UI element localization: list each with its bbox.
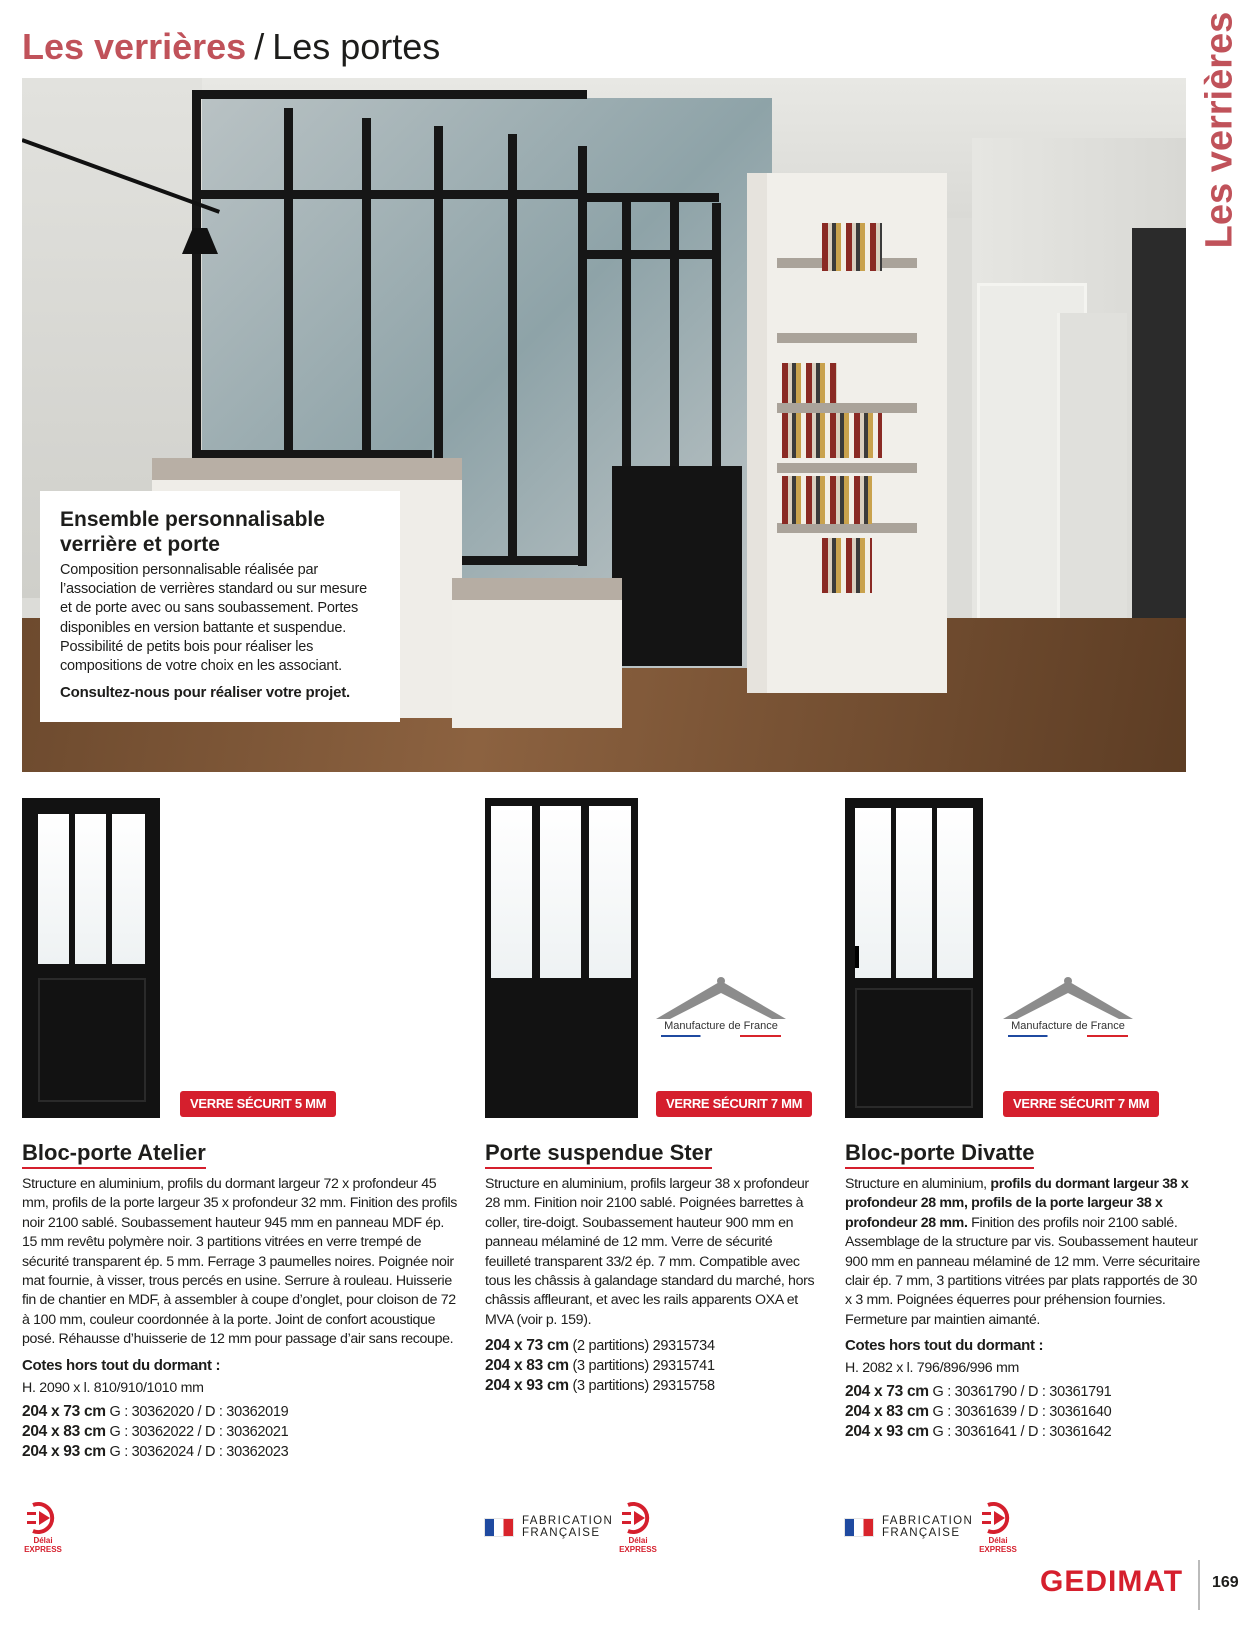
reference-row (485, 1376, 815, 1396)
ref-size: 204 x 83 cm (22, 1422, 106, 1440)
ref-codes: G : 30362022 / D : 30362021 (109, 1423, 289, 1440)
express-delivery-icon (980, 1500, 1016, 1536)
reference-row (845, 1422, 1200, 1442)
photo-frame-post (622, 198, 631, 468)
section-side-tab (1195, 10, 1245, 250)
reference-row (485, 1356, 815, 1376)
door-handle (855, 946, 859, 968)
page-number: 169 (1212, 1574, 1239, 1591)
desc-part: Structure en aluminium, (845, 1176, 991, 1192)
reference-row (845, 1402, 1200, 1422)
badge-verre-securit: VERRE SÉCURIT 7 MM (656, 1091, 812, 1117)
ref-size: 204 x 93 cm (22, 1442, 106, 1460)
reference-row (22, 1402, 462, 1422)
fabrication-francaise-badge (844, 1512, 974, 1542)
manufacture-label: Manufacture de France (1011, 1020, 1125, 1032)
door-glass-pane (38, 814, 69, 964)
reference-row (22, 1422, 462, 1442)
ref-size: 204 x 83 cm (845, 1403, 929, 1421)
fabrication-line1: FABRICATION (882, 1515, 974, 1527)
reference-row (22, 1442, 462, 1462)
hero-box-text: Composition personnalisable réalisée par l’association de verrières standard ou sur mesure et de porte avec ou sans soubassement. Portes disponibles en version battante et suspendue. Possibilité de petits bois pour réaliser les compositions de votre choix en les associant. (60, 562, 367, 675)
tricolour-line (1008, 1035, 1128, 1037)
door-glass-pane (855, 808, 891, 978)
photo-books (822, 223, 882, 271)
product-ster (485, 1140, 815, 1396)
product-dims-heading: Cotes hors tout du dormant : (845, 1337, 1044, 1355)
photo-frame-rail (192, 90, 587, 99)
photo-shelf (777, 463, 917, 473)
express-line1: Délai (988, 1536, 1008, 1545)
page-title (22, 26, 440, 68)
product-description (845, 1175, 1200, 1330)
badge-verre-securit: VERRE SÉCURIT 5 MM (180, 1091, 336, 1117)
door-ster-image (485, 798, 638, 1118)
desc-part-bold: profils du dormant largeur 38 x profondeur 28 mm, profils de la porte largeur 38 x profondeur 28 mm. (845, 1176, 1189, 1231)
fabrication-line2: FRANÇAISE (882, 1527, 961, 1539)
express-delivery-icon (620, 1500, 656, 1536)
product-references (485, 1336, 815, 1396)
product-description: Structure en aluminium, profils largeur 38 x profondeur 28 mm. Finition noir 2100 sablé. Poignées barrettes à coller, tire-doigt. Soubassement hauteur 900 mm en panneau mélaminé de 12 mm. Verre de sécurité feuilleté transparent 33/2 ép. 7 mm. Compatible avec tous les châssis à galandage standard du marché, hors châssis affleurant, et avec les rails apparents OXA et MVA (voir p. 159). (485, 1176, 815, 1328)
hero-box-title: Ensemble personnalisable verrière et porte (60, 508, 325, 556)
ref-codes: G : 30361641 / D : 30361642 (932, 1424, 1112, 1441)
title-separator: / (254, 26, 265, 67)
product-dimensions: H. 2090 x l. 810/910/1010 mm (22, 1379, 204, 1396)
side-tab-label: Les verrières (1198, 11, 1241, 249)
photo-frame-rail (192, 190, 587, 199)
door-glass-pane (937, 808, 973, 978)
manufacture-chevron-icon (1003, 975, 1133, 1020)
ref-size: 204 x 83 cm (485, 1357, 569, 1375)
photo-inner-door (1057, 313, 1127, 633)
photo-frame-post (284, 108, 293, 458)
ref-codes: (3 partitions) 29315741 (572, 1358, 715, 1375)
product-title: Bloc-porte Divatte (845, 1140, 1034, 1169)
express-line2: EXPRESS (619, 1545, 657, 1554)
photo-shelf (777, 403, 917, 413)
door-glass-pane (491, 806, 532, 978)
door-glass-pane (75, 814, 106, 964)
express-line2: EXPRESS (24, 1545, 62, 1554)
photo-books (782, 476, 872, 524)
ref-size: 204 x 73 cm (845, 1383, 929, 1401)
ref-codes: G : 30361790 / D : 30361791 (932, 1384, 1112, 1401)
express-line2: EXPRESS (979, 1545, 1017, 1554)
product-divatte (845, 1140, 1200, 1442)
door-glass-pane (896, 808, 932, 978)
photo-door-base-panel (612, 466, 742, 666)
express-line1: Délai (628, 1536, 648, 1545)
ref-codes: (2 partitions) 29315734 (572, 1338, 715, 1355)
door-base-panel (855, 988, 973, 1108)
photo-books (822, 538, 872, 593)
reference-row (485, 1336, 815, 1356)
photo-books (782, 363, 837, 403)
product-dimensions: H. 2082 x l. 796/896/996 mm (845, 1360, 1020, 1377)
product-atelier (22, 1140, 462, 1462)
delai-express-badge (23, 1500, 63, 1556)
door-base-panel (38, 978, 146, 1102)
photo-shelf (777, 523, 917, 533)
door-glass-pane (112, 814, 145, 964)
ref-size: 204 x 93 cm (845, 1423, 929, 1441)
fabrication-line1: FABRICATION (522, 1515, 614, 1527)
page-number-divider (1198, 1560, 1200, 1610)
reference-row (845, 1382, 1200, 1402)
photo-frame-rail (587, 193, 719, 202)
badge-verre-securit: VERRE SÉCURIT 7 MM (1003, 1091, 1159, 1117)
door-divatte-image (845, 798, 983, 1118)
gedimat-logo: GEDIMAT (1040, 1565, 1184, 1598)
title-rest: Les portes (272, 26, 441, 67)
manufacture-label: Manufacture de France (664, 1020, 778, 1032)
product-description: Structure en aluminium, profils du dormant largeur 72 x profondeur 45 mm, profils de la porte largeur 35 x profondeur 32 mm. Finition des profils noir 2100 sablé. Soubassement hauteur 945 mm en panneau MDF ép. 15 mm revêtu polymère noir. 3 partitions vitrées en verre trempé de sécurité transparent ép. 5 mm. Ferrage 3 paumelles noires. Poignée noir mat fournie, à visser, trous percés en usine. Serrure à rouleau. Huisserie fin de chantier en MDF, à assembler à coupe d’onglet, pour cloison de 72 à 100 mm, couleur coordonnée à la porte. Joint de confort acoustique posé. Réhausse d’huisserie de 12 mm pour passage d’air sans recoupe. (22, 1176, 458, 1348)
ref-size: 204 x 93 cm (485, 1377, 569, 1395)
door-atelier-image (22, 798, 160, 1118)
product-dims-heading: Cotes hors tout du dormant : (22, 1356, 221, 1374)
product-references (22, 1402, 462, 1462)
ref-size: 204 x 73 cm (22, 1402, 106, 1420)
photo-bench (452, 578, 622, 728)
product-references (845, 1382, 1200, 1442)
hero-box-cta: Consultez-nous pour réaliser votre projet. (60, 684, 350, 702)
delai-express-badge (978, 1500, 1018, 1556)
photo-frame-post (670, 198, 679, 468)
express-line1: Délai (33, 1536, 53, 1545)
french-flag-icon (484, 1518, 514, 1537)
ref-size: 204 x 73 cm (485, 1337, 569, 1355)
desc-part: Finition des profils noir 2100 sablé. Assemblage de la structure par vis. Soubassement hauteur 900 mm en panneau mélaminé de 12 mm. Verre sécuritaire clair ép. 7 mm, 3 partitions vitrées par plats rapportés de 30 x 3 mm. Poignées équerres pour préhension fournies. Fermeture par maintien aimanté. (845, 1214, 1200, 1328)
product-title: Porte suspendue Ster (485, 1140, 712, 1169)
title-highlight: Les verrières (22, 26, 247, 67)
photo-shelf (777, 333, 917, 343)
photo-books (782, 413, 882, 458)
product-title: Bloc-porte Atelier (22, 1140, 206, 1169)
fabrication-francaise-badge (484, 1512, 614, 1542)
french-flag-icon (844, 1518, 874, 1537)
ref-codes: G : 30362024 / D : 30362023 (109, 1443, 289, 1460)
photo-frame-post (362, 118, 371, 458)
photo-frame-post (712, 203, 721, 473)
delai-express-badge (618, 1500, 658, 1556)
manufacture-de-france-logo (1003, 975, 1133, 1035)
tricolour-line (661, 1035, 781, 1037)
photo-frame-rail (587, 250, 719, 259)
ref-codes: G : 30362020 / D : 30362019 (109, 1403, 289, 1420)
fabrication-line2: FRANÇAISE (522, 1527, 601, 1539)
photo-frame-post (578, 146, 587, 566)
ref-codes: (3 partitions) 29315758 (572, 1378, 715, 1395)
manufacture-de-france-logo (656, 975, 786, 1035)
photo-frame-post (192, 90, 201, 460)
ref-codes: G : 30361639 / D : 30361640 (932, 1404, 1112, 1421)
door-glass-pane (589, 806, 631, 978)
door-glass-pane (540, 806, 581, 978)
hero-info-box (40, 491, 400, 722)
manufacture-chevron-icon (656, 975, 786, 1020)
express-delivery-icon (25, 1500, 61, 1536)
